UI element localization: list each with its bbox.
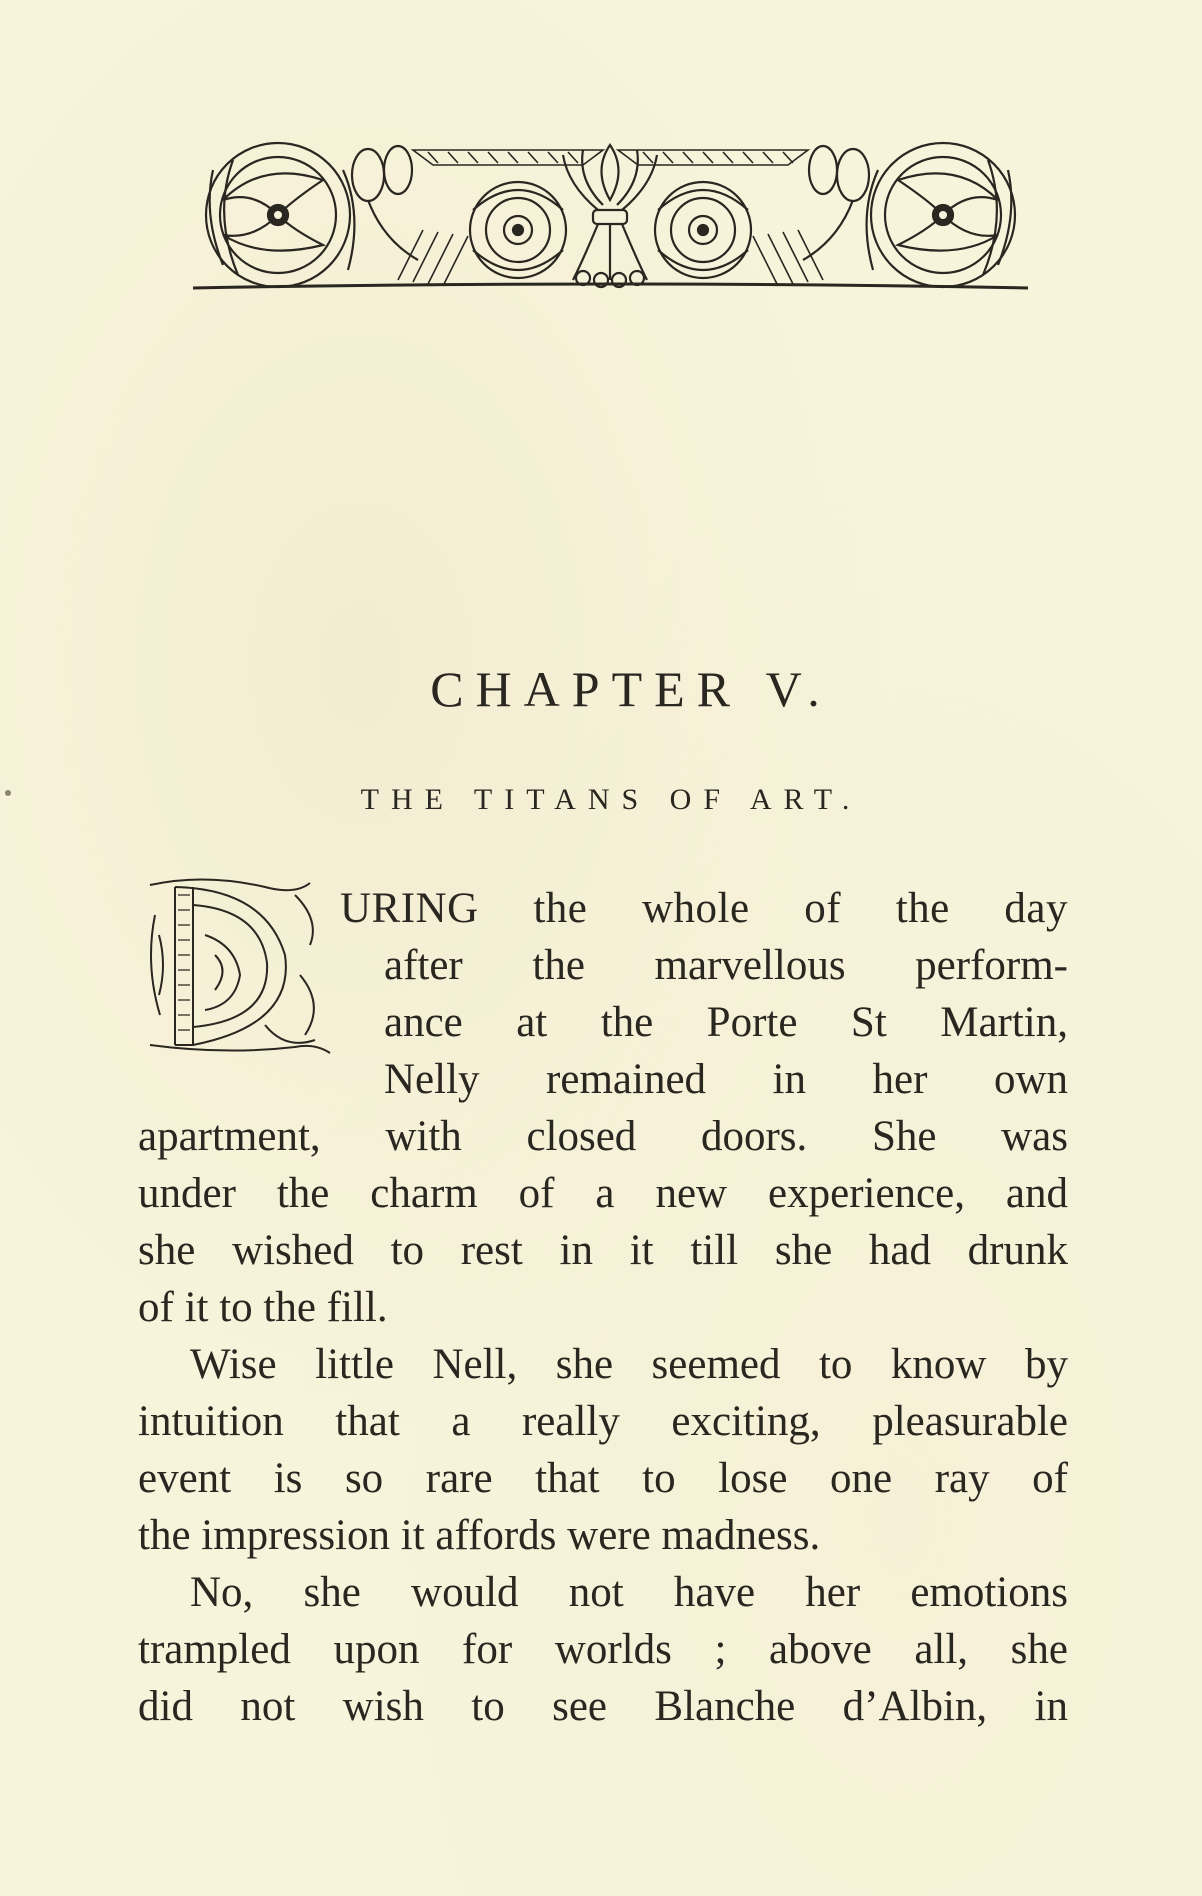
text-line: she wished to rest in it till she had drunk <box>138 1227 1068 1274</box>
text-line: No, she would not have her emotions <box>190 1569 1068 1616</box>
text-line: event is so rare that to lose one ray of <box>138 1455 1068 1502</box>
text-line: URING the whole of the day <box>340 885 1068 932</box>
chapter-subtitle: THE TITANS OF ART. <box>360 783 862 816</box>
text-line: Wise little Nell, she seemed to know by <box>190 1341 1068 1388</box>
text-line: did not wish to see Blanche d’Albin, in <box>138 1683 1068 1730</box>
text-line: the impression it affords were madness. <box>138 1512 821 1559</box>
left-scroll-ornament <box>206 143 354 287</box>
right-rose-ornament <box>655 182 751 278</box>
right-scroll-ornament <box>867 143 1015 287</box>
left-rose-ornament <box>470 182 566 278</box>
text-line: of it to the fill. <box>138 1284 388 1331</box>
ornamental-headpiece <box>183 130 1038 300</box>
text-line: apartment, with closed doors. She was <box>138 1113 1068 1160</box>
ornamental-dropcap <box>145 875 333 1060</box>
page-speck <box>5 790 11 796</box>
text-line: after the marvellous perform- <box>384 942 1068 989</box>
text-line: ance at the Porte St Martin, <box>384 999 1068 1046</box>
dropcap-letter: D <box>145 875 146 876</box>
text-line: Nelly remained in her own <box>384 1056 1068 1103</box>
text-line: intuition that a really exciting, pleasurable <box>138 1398 1068 1445</box>
chapter-title: CHAPTER V. <box>430 661 832 717</box>
text-line: trampled upon for worlds ; above all, she <box>138 1626 1068 1673</box>
central-sheaf-ornament <box>563 145 657 287</box>
text-line: under the charm of a new experience, and <box>138 1170 1068 1217</box>
